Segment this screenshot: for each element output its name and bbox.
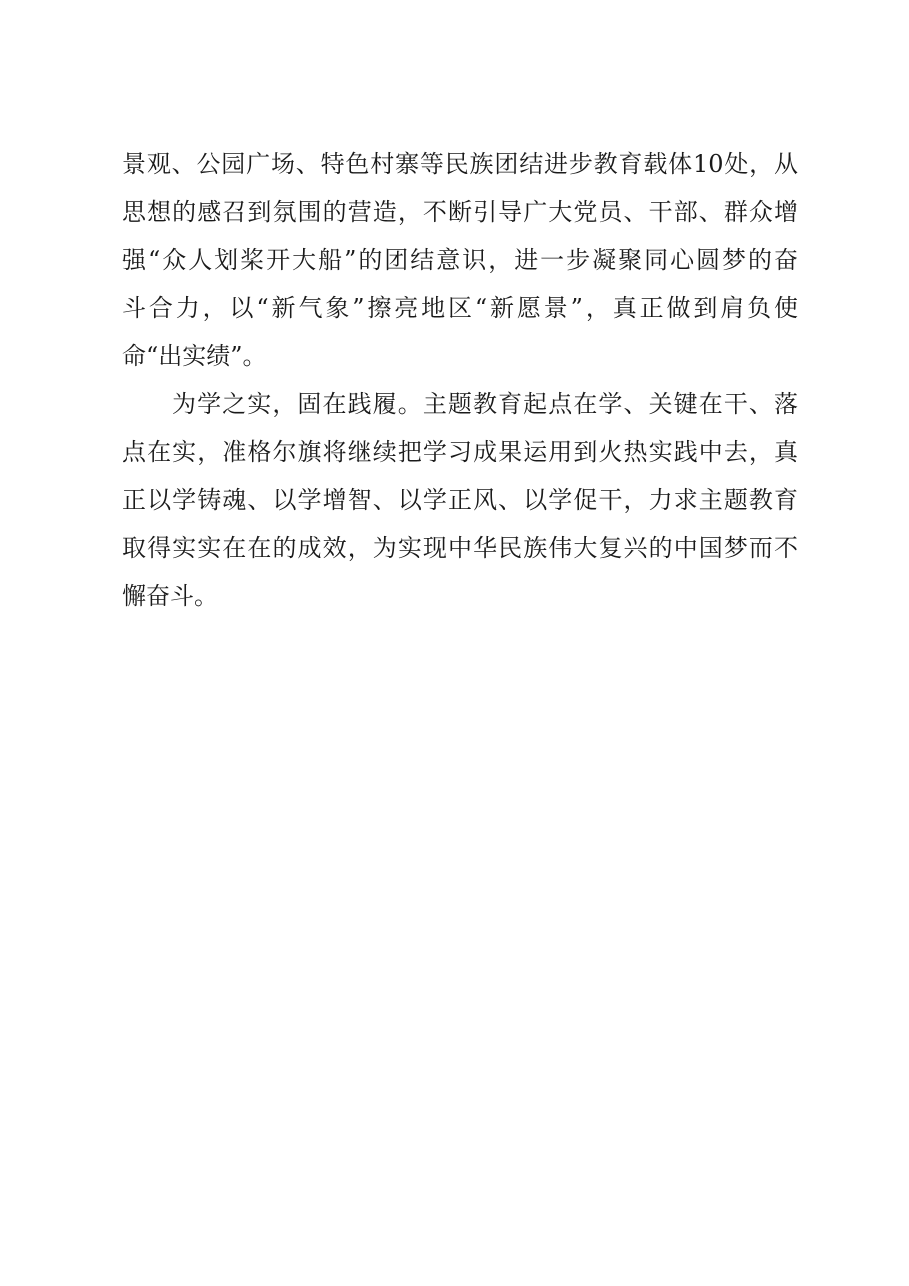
paragraph-line: 正以学铸魂、以学增智、以学正风、以学促干，力求主题教育 xyxy=(122,486,798,514)
paragraph-line: 斗合力，以“新气象”擦亮地区“新愿景”，真正做到肩负使 xyxy=(122,294,798,322)
paragraph-2 xyxy=(122,380,798,620)
paragraph-1 xyxy=(122,140,798,380)
paragraph-line: 为学之实，固在践履。主题教育起点在学、关键在干、落 xyxy=(172,390,798,418)
paragraph-line: 强“众人划桨开大船”的团结意识，进一步凝聚同心圆梦的奋 xyxy=(122,246,798,274)
paragraph-line: 景观、公园广场、特色村寨等民族团结进步教育载体10处，从 xyxy=(122,150,798,178)
paragraph-line: 懈奋斗。 xyxy=(122,582,218,610)
paragraph-line: 取得实实在在的成效，为实现中华民族伟大复兴的中国梦而不 xyxy=(122,534,798,562)
paragraph-line: 命“出实绩”。 xyxy=(122,342,267,370)
paragraph-line: 思想的感召到氛围的营造，不断引导广大党员、干部、群众增 xyxy=(122,198,798,226)
document-body xyxy=(122,140,798,620)
paragraph-line: 点在实，准格尔旗将继续把学习成果运用到火热实践中去，真 xyxy=(122,438,798,466)
